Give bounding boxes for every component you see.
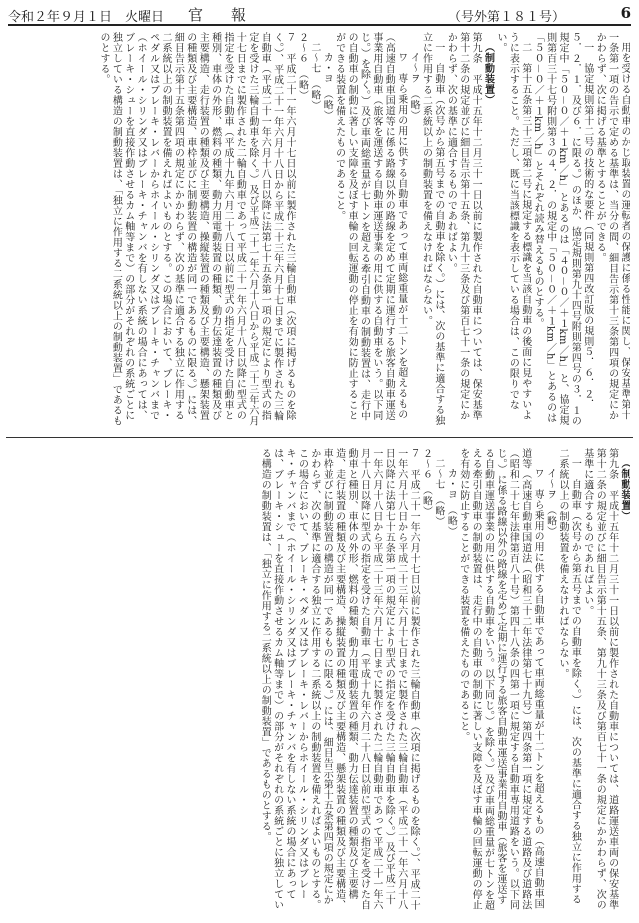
page-number: 6 (620, 4, 631, 22)
lower-article: 第九条 平成十五年十二月三十一日以前に製作された自動車については、道路運送車両の保安基準第十二条の規定並びに細目告示第十五条、第九十三条及び第百七十一条の規定にかかわらず、次の基準に適合するものであればよい。 (581, 448, 618, 910)
lower-paragraph: ２～６ （略） (420, 448, 432, 517)
upper-paragraph: ワ 専ら乗用の用に供する自動車であって車両総重量が十二トンを超えるもの（高速自動車国道等に係る路線以外の路線を定めて定期に運行する旅客自動車運送事業用自動車（旅客を運送する自動車運送事業の用に供する自動車をいう。以下同じ。）を除く。）及び車両総重量が七トンを超える牽引自動車の制動装置は、走行中の自動車の制動に著しい支障を及ぼす車輪の回転運動の停止を有効に防止することができる装置を備えたものであること。 (333, 32, 407, 421)
lower-paragraph: カ・ヨ （略） (445, 468, 457, 537)
upper-paragraph: ２～６ （略） (296, 32, 308, 101)
upper-article: 第九条 平成十五年十二月三十一日以前に製作された自動車については、保安基準第十二条の規定並びに細目告示第十五条、第九十三条及び第百七十一条の規定にかかわらず、次の基準に適合するものであればよい。 (445, 32, 482, 421)
upper-paragraph: 用を受ける自動車のかじ取装置の運転者の保護に係る性能に関し、保安基準第十一条第一項の告示で定める基準は、当分の間、細目告示第十三条第四項の規定にかかわらず、次に掲げる基準とすることができる。 (594, 32, 630, 421)
upper-paragraph: カ・ヨ （略） (321, 52, 333, 121)
upper-paragraph: ７ 平成二十一年六月十七日以前に製作された三輪自動車（次項に掲げるものを除く。）、平成二十一年六月十八日から平成二十三年六月十七日までに製作された三輪自動車（平成二十一年六月十八日以降に法第七十五条第一項の規定により型式の指定を受けた三輪自動車を除く。）及び平成二十一年六月十八日から平成二十三年六月十七日までに製作された二輪自動車であって平成二十一年六月十八日以降に型式の指定を受けた自動車（平成十九年六月二十八日以前に型式の指定を受けた自動車と種別、車体の外形、燃料の種類、動力用電動装置の種類、動力伝達装置の種類及び主要構造、走行装置の種類及び主要構造、操縦装置の種類及び主要構造、懸架装置の種類及び主要構造、車枠並びに制動装置の構造が同一であるものに限る。）には、細目告示第十五条第四項の規定にかかわらず、次の基準に適合する独立に作用する二系統以上の制動装置を備えればよいものとする。この場合において、ブレーキ・ペダル又はブレーキ・レバーからホイール・シリンダ又はブレーキ・チャンバまで（ホイール・シリンダ又はブレーキ・チャンバを有しない系統の場合にあっては、ブレーキ・シューを直接作動させるカム軸等まで）の部分がそれぞれの系統ごとに独立している構造の制動装置は、「独立に作用する二系統以上の制動装置」であるものとする。 (97, 32, 296, 426)
lower-paragraph: ワ 専ら乗用の用に供する自動車であって車両総重量が十二トンを超えるもの（高速自動車国道等（高速自動車国道法（昭和三十二年法律第七十九号）第四条第一項に規定する道路及び道路法（昭和二十七年法律第百八十号）第四十八条の四第一項に規定する自動車専用道路をいう。以下同じ。）に係る路線以外の路線を定めて定期に運行する旅客自動車運送事業用自動車（旅客を運送する自動車運送事業の用に供する自動車をいう。以下同じ。）を除く。）及び車両総重量が七トンを超える牽引自動車の制動装置は、走行中の自動車の制動に著しい支障を及ぼす車輪の回転運動の停止を有効に防止することができる装置を備えたものであること。 (457, 448, 544, 911)
gazette-title: 官報 (188, 6, 275, 24)
lower-section-heading: （制動装置） (619, 458, 630, 521)
upper-section-heading: （制動装置） (482, 42, 494, 105)
lower-paragraph: ７ 平成二十一年六月十七日以前に製作された三輪自動車（次項に掲げるものを除く。）、平成二十一年六月十八日から平成二十三年六月十七日までに製作された三輪自動車（平成二十一年六月十八日以降に法第七十五条第一項の規定により型式の指定を受けた三輪自動車を除く。）及び平成二十一年六月十八日から平成二十三年六月十七日までに製作された二輪自動車であって平成二十一年六月十八日以降に型式の指定を受けた自動車（平成十九年六月二十八日以前に型式の指定を受けた自動車と種別、車体の外形、燃料の種類、動力用電動装置の種類、動力伝達装置の種類及び主要構造、走行装置の種類及び主要構造、操縦装置の種類及び主要構造、懸架装置の種類及び主要構造、車枠並びに制動装置の構造が同一であるものに限る。）には、細目告示第十五条第四項の規定にかかわらず、次の基準に適合する独立に作用する二系統以上の制動装置を備えればよいものとする。この場合において、ブレーキ・ペダル又はブレーキ・レバーからホイール・シリンダ又はブレーキ・チャンバまで（ホイール・シリンダ又はブレーキ・チャンバを有しない系統の場合にあっては、ブレーキ・シューを直接作動させるカム軸等まで）の部分がそれぞれの系統ごとに独立している構造の制動装置は、「独立に作用する二系統以上の制動装置」であるものとする。 (259, 448, 420, 911)
upper-text-block (14, 32, 630, 430)
upper-paragraph: 二 第十五条第三十三項第二号に規定する標識を当該自動車の後面に見やすいように表示すること。ただし、既に当該標識を表示している場合は、この限りでない。 (494, 32, 531, 420)
section-divider (6, 437, 633, 438)
upper-paragraph: イ～ヲ （略） (408, 52, 420, 121)
issue-number: （号外第１８１号） (448, 10, 566, 25)
page-header (8, 4, 631, 26)
upper-paragraph: 二～七 （略） (308, 42, 320, 111)
lower-paragraph: 二～七 （略） (432, 458, 444, 527)
upper-paragraph: 一 協定規則第十二号の技術的な要件（同規則第四改訂版の規則５．６．２．５．２．１．及び６．に限る。）のほか、協定規則第九十四号附則第四号の３．１の規定中「５０－０／＋１km／h」とあるのは「４０－０／＋１km／h」と、協定規則第百三十七号附則第３の４．２．の規定中「５０－０／＋１km／h」とあるのは「５０－０／＋１km／h」とそれぞれ読み替えるものとする。 (532, 32, 593, 426)
lower-text-block (14, 448, 630, 914)
lower-paragraph: 一 自動車（次号から第五号までの自動車を除く。）には、次の基準に適合する独立に作用する二系統以上の制動装置を備えなければならない。 (556, 448, 581, 905)
issue-date: 令和２年９月１日 火曜日 (8, 10, 165, 25)
upper-paragraph: 一 自動車（次号から第五号までの自動車を除く。）には、次の基準に適合する独立に作用する二系統以上の制動装置を備えなければならない。 (420, 32, 444, 426)
lower-paragraph: イ～ヲ （略） (544, 468, 556, 537)
